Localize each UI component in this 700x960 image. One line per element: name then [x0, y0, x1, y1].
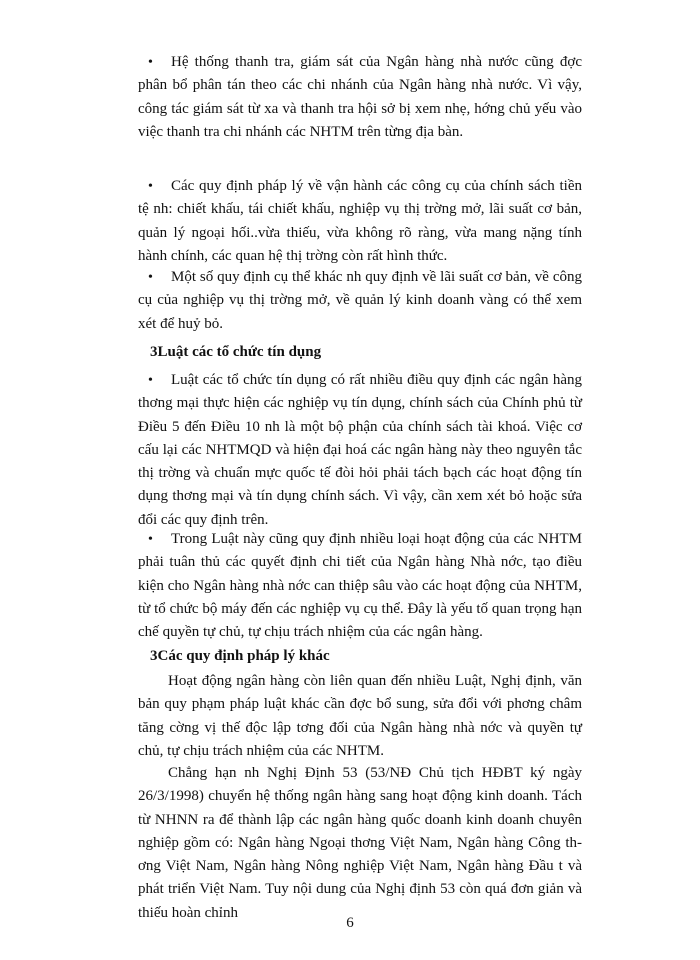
- bullet-paragraph-other-rules: [138, 266, 582, 336]
- section-heading-other-rules: 3Các quy định pháp lý khác: [150, 648, 330, 664]
- bullet-marker: •: [148, 179, 153, 194]
- paragraph-text: Chẳng hạn nh Nghị Định 53 (53/NĐ Chủ tịch HĐBT ký ngày 26/3/1998) chuyển hệ thống ngân hàng sang hoạt động kinh doanh. Tách từ NHNN ra để thành lập các ngân hàng quốc doanh kinh doanh chuyên nghiệp gồm có: Ngân hàng Ngoại thơng Việt Nam, Ngân hàng Công thơng Việt Nam, Ngân hàng Nông nghiệp Việt Nam, Ngân hàng Đầu t và phát triển Việt Nam. Tuy nội dung của Nghị định 53 còn quá đơn giản và thiếu hoàn chỉnh: [138, 765, 582, 921]
- paragraph-text: Một số quy định cụ thể khác nh quy định về lãi suất cơ bản, về công cụ của nghiệp vụ thị trờng mở, về quản lý kinh doanh vàng có thể xem xét để huỷ bỏ.: [138, 269, 582, 332]
- paragraph-decree-53: [138, 762, 582, 925]
- bullet-marker: •: [148, 373, 153, 388]
- bullet-marker: •: [148, 55, 153, 70]
- bullet-paragraph-state-bank-control: [138, 528, 582, 644]
- page-number: 6: [346, 915, 354, 931]
- paragraph-text: Trong Luật này cũng quy định nhiều loại hoạt động của các NHTM phải tuân thủ các quyết định chi tiết của Ngân hàng Nhà nớc, tạo điều kiện cho Ngân hàng nhà nớc can thiệp sâu vào các hoạt động của NHTM, từ tổ chức bộ máy đến các nghiệp vụ cụ thể. Đây là yếu tố quan trọng hạn chế quyền tự chủ, tự chịu trách nhiệm của các ngân hàng.: [138, 531, 582, 641]
- paragraph-banking-laws: [138, 670, 582, 763]
- bullet-paragraph-monetary-tools: [138, 175, 582, 268]
- paragraph-text: Hoạt động ngân hàng còn liên quan đến nhiều Luật, Nghị định, văn bản quy phạm pháp luật khác cần đợc bổ sung, sửa đổi với phơng châm tăng cờng vị thế độc lập tơng đối của Ngân hàng nhà nớc và quyền tự chủ, tự chịu trách nhiệm của các NHTM.: [138, 673, 582, 759]
- paragraph-text: Các quy định pháp lý về vận hành các công cụ của chính sách tiền tệ nh: chiết khấu, tái chiết khấu, nghiệp vụ thị trờng mở, lãi suất cơ bản, quản lý ngoại hối..vừa thiếu, vừa không rõ ràng, vừa mang nặng tính hành chính, các quan hệ thị trờng còn rất hình thức.: [138, 178, 582, 264]
- section-heading-credit-law: 3Luật các tổ chức tín dụng: [150, 344, 322, 360]
- bullet-marker: •: [148, 532, 153, 547]
- bullet-paragraph-credit-law: [138, 369, 582, 532]
- bullet-marker: •: [148, 270, 153, 285]
- paragraph-text: Hệ thống thanh tra, giám sát của Ngân hàng nhà nước cũng đợc phân bổ phân tán theo các chi nhánh của Ngân hàng nhà nước. Vì vậy, công tác giám sát từ xa và thanh tra hội sở bị xem nhẹ, hớng chủ yếu vào việc thanh tra chi nhánh các NHTM trên từng địa bàn.: [138, 54, 582, 140]
- bullet-paragraph-inspection: [138, 51, 582, 144]
- paragraph-text: Luật các tổ chức tín dụng có rất nhiều điều quy định các ngân hàng thơng mại thực hiện các nghiệp vụ tín dụng, chính sách của Chính phủ từ Điều 5 đến Điều 10 nh là một bộ phận của chính sách tài khoá. Việc cơ cấu lại các NHTMQD và hiện đại hoá các ngân hàng này theo nguyên tắc thị trờng và chuẩn mực quốc tế đòi hỏi phải tách bạch các hoạt động tín dụng thơng mại và tín dụng chính sách. Vì vậy, cần xem xét bỏ hoặc sửa đổi các quy định trên.: [138, 372, 582, 528]
